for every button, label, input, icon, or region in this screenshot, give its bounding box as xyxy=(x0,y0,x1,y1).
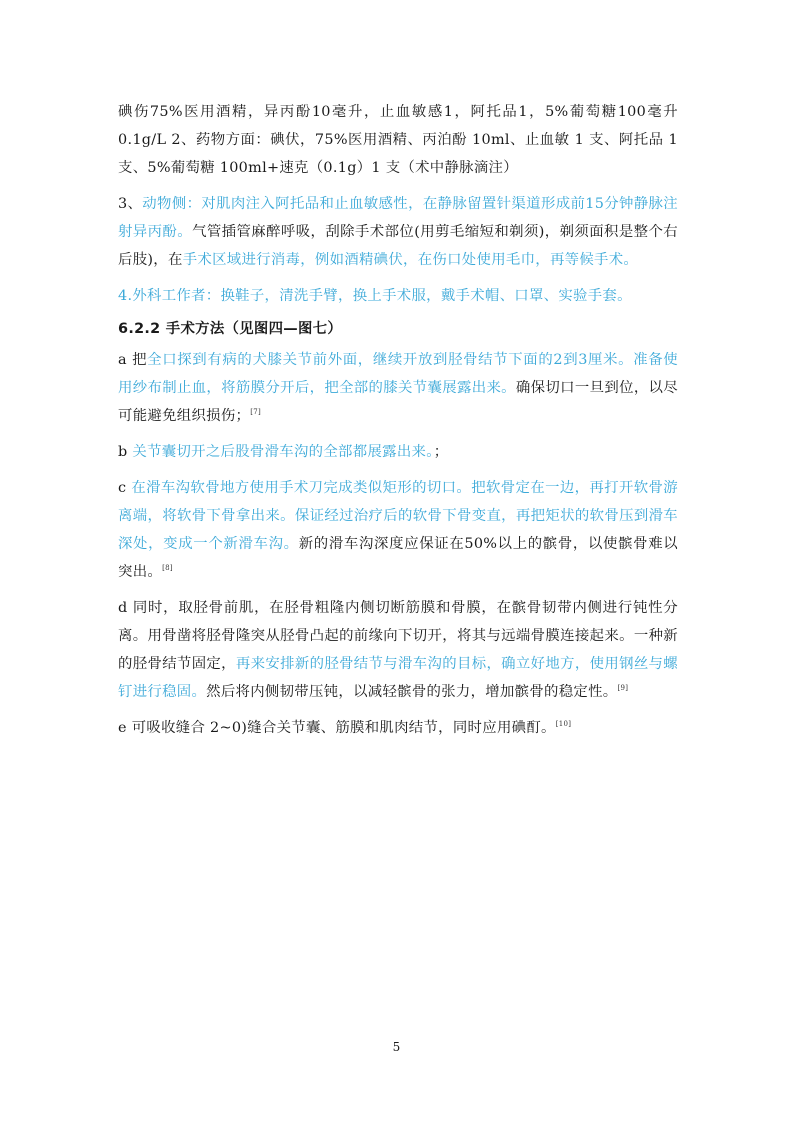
text-run: 确保切口一旦到位，以尽可能避免组织损伤； xyxy=(118,380,678,424)
highlighted-text: 动物侧：对肌肉注入阿托品和止血敏感性，在静脉留置针渠道形成前15分钟静脉注射异丙酚。 xyxy=(118,196,678,240)
paragraph-step-d xyxy=(118,594,678,706)
paragraph-step-e xyxy=(118,714,678,742)
text-run: a 把 xyxy=(118,352,148,368)
section-heading: 6.2.2 手术方法（见图四—图七） xyxy=(118,321,343,337)
highlighted-text: 全口探到有病的犬膝关节前外面，继续开放到胫骨结节下面的2到3厘米。准备使用纱布制止血，将筋膜分开后，把全部的膝关节囊展露出来。 xyxy=(118,352,678,396)
paragraph-step-c xyxy=(118,474,678,586)
text-run: c xyxy=(118,480,132,496)
paragraph-step-b xyxy=(118,438,678,466)
paragraph-surgeon xyxy=(118,282,678,310)
text-run: d 同时，取胫骨前肌，在胫骨粗隆内侧切断筋膜和骨膜，在髌骨韧带内侧进行钝性分离。用骨凿将胫骨隆突从胫骨凸起的前缘向下切开，将其与远端骨膜连接起来。一种新的胫骨结节固定， xyxy=(118,600,678,672)
text-run: 然后将内侧韧带压钝，以减轻髌骨的张力，增加髌骨的稳定性。 xyxy=(206,684,618,700)
text-run: 碘伤75%医用酒精，异丙酚10毫升，止血敏感1，阿托品1，5%葡萄糖100毫升0.1g/L 2、药物方面：碘伏，75%医用酒精、丙泊酚 10ml、止血敏 1 支、阿托品 1支、5%葡萄糖 100ml+速克（0.1g）1 支（术中静脉滴注） xyxy=(118,104,678,176)
text-run: 新的滑车沟深度应保证在50%以上的髌骨，以使髌骨难以突出。 xyxy=(118,536,678,580)
citation-ref: [7] xyxy=(250,408,262,417)
text-run: b xyxy=(118,444,133,460)
highlighted-text: 关节囊切开之后股骨滑车沟的全部都展露出来。 xyxy=(132,444,434,460)
text-run: 气管插管麻醉呼吸，刮除手术部位(用剪毛缩短和剃须)，剃须面积是整个右后肢)，在 xyxy=(118,224,678,268)
paragraph-step-a xyxy=(118,346,678,430)
citation-ref: [10] xyxy=(555,720,572,729)
text-run: 3、 xyxy=(118,196,143,212)
citation-ref: [9] xyxy=(617,684,629,693)
highlighted-text: 手术区域进行消毒，例如酒精碘伏，在伤口处使用毛巾，再等候手术。 xyxy=(182,252,639,268)
highlighted-text: 再来安排新的胫骨结节与滑车沟的目标，确立好地方，使用钢丝与螺钉进行稳固。 xyxy=(118,656,678,700)
document-body xyxy=(118,98,678,742)
paragraph-animal-side xyxy=(118,190,678,274)
highlighted-text: 4.外科工作者：换鞋子，清洗手臂，换上手术服，戴手术帽、口罩、实验手套。 xyxy=(118,288,632,304)
page-number: 5 xyxy=(392,1040,401,1054)
citation-ref: [8] xyxy=(162,564,173,573)
text-run: ； xyxy=(433,444,449,460)
highlighted-text: 在滑车沟软骨地方使用手术刀完成类似矩形的切口。把软骨定在一边，再打开软骨游离端，将软骨下骨拿出来。保证经过治疗后的软骨下骨变直，再把矩状的软骨压到滑车深处，变成一个新滑车沟。 xyxy=(118,480,679,552)
paragraph-materials xyxy=(118,98,678,182)
text-run: e 可吸收缝合 2~0)缝合关节囊、筋膜和肌肉结节，同时应用碘酊。 xyxy=(118,720,556,736)
